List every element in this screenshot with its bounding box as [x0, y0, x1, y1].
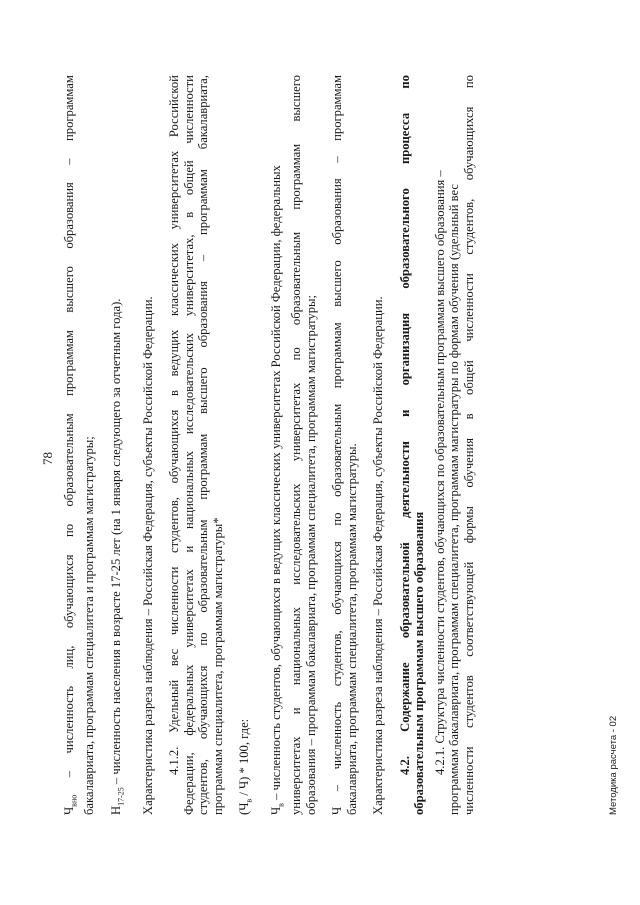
- word: образовательным: [289, 231, 304, 326]
- subscript: 17-25: [116, 787, 126, 806]
- word: в: [167, 390, 182, 397]
- document-body: [62, 75, 476, 815]
- word: обучающихся: [461, 106, 476, 181]
- word: Российской: [167, 75, 182, 138]
- word: по: [289, 347, 304, 361]
- word: и: [289, 707, 304, 715]
- spread-line: [289, 75, 304, 815]
- word: обучающихся: [167, 409, 182, 484]
- spread-line: [167, 75, 182, 815]
- word: исследовательских: [289, 483, 304, 585]
- paragraph-population: [109, 75, 129, 815]
- word: программам: [196, 169, 211, 235]
- paragraph-ch: [330, 75, 359, 815]
- word: по: [461, 75, 476, 89]
- word: Содержание: [397, 662, 412, 732]
- word: классических: [167, 243, 182, 316]
- subscript: в: [276, 803, 286, 807]
- text-line: программам бакалавриата, программам специалитета, программам магистратуры по формам обучения (удельный вес: [447, 184, 462, 815]
- word: высшего: [62, 266, 76, 313]
- text-line: программам специалитета, программам магистратуры*: [210, 517, 225, 815]
- word: лиц,: [62, 645, 76, 669]
- spread-line: [330, 75, 345, 815]
- word: ведущих: [167, 329, 182, 377]
- word: программам: [196, 433, 211, 500]
- word: университетах,: [181, 234, 196, 317]
- word: образования: [330, 178, 345, 245]
- word: –: [62, 158, 76, 165]
- word: студентов,: [167, 497, 182, 553]
- word: обучения: [461, 437, 476, 488]
- word: по: [397, 75, 412, 89]
- word: студентов,: [196, 759, 211, 815]
- word: –: [330, 784, 345, 792]
- word: федеральных: [181, 664, 196, 736]
- word: –: [62, 770, 76, 778]
- word: университетах: [289, 736, 304, 815]
- word: высшего: [196, 367, 211, 414]
- word: численности: [461, 746, 476, 815]
- spread-line: [182, 75, 197, 815]
- word: по: [196, 632, 211, 646]
- word: по: [62, 523, 76, 538]
- word: университетах: [167, 150, 182, 230]
- word: высшего: [330, 260, 345, 307]
- spread-line: [196, 75, 211, 815]
- paragraph-vno: [62, 75, 97, 815]
- formula-rest: / Ч) * 100, где:: [237, 718, 252, 799]
- text-line: бакалавриата, программам специалитета и программам магистратуры;: [82, 436, 97, 815]
- word: формы: [461, 506, 476, 544]
- word: программам: [330, 322, 345, 389]
- word: образовательным: [196, 519, 211, 613]
- symbol: Ч: [269, 806, 284, 815]
- word: соответствующей: [461, 561, 476, 657]
- word: 4.2.: [397, 756, 412, 775]
- word: численности: [181, 75, 196, 144]
- word: образовательного: [397, 188, 412, 289]
- word: студентов: [461, 675, 476, 728]
- paragraph-chv: [269, 75, 318, 815]
- page-number: 78: [40, 452, 55, 465]
- word: образовательным: [330, 403, 345, 497]
- text-line: 4.2.1. Структура численности студентов, обучающихся по образовательным программам высшего образования –: [432, 170, 447, 775]
- word: Ч: [330, 806, 345, 815]
- word: образовательной: [397, 542, 412, 639]
- word: –: [196, 254, 211, 262]
- word: программам: [62, 330, 76, 396]
- word: бакалавриата,: [196, 75, 211, 150]
- word: университетах: [289, 382, 304, 462]
- word: высшего: [289, 75, 304, 122]
- word: программам: [289, 143, 304, 210]
- word: вес: [167, 648, 182, 667]
- word: 4.1.2.: [167, 746, 182, 775]
- word: обучающихся: [196, 665, 211, 740]
- text: – численность населения в возрасте 17-25 лет (на 1 января следующего за отчетным года).: [108, 298, 123, 788]
- word: исследовательских: [181, 332, 196, 435]
- word: обучающихся: [330, 541, 345, 615]
- formula: [237, 75, 257, 815]
- word: процесса: [397, 112, 412, 165]
- word: деятельности: [397, 441, 412, 518]
- word: и: [397, 409, 412, 417]
- word: образования: [196, 281, 211, 348]
- spread-line: [398, 75, 413, 815]
- section-heading-4-2: [398, 75, 427, 815]
- word: Федерации,: [181, 752, 196, 815]
- word: Удельный: [167, 679, 182, 733]
- symbol: Ч: [62, 806, 76, 815]
- text: – численность студентов, обучающихся в ведущих классических университетах Российской Федерации, федеральных: [269, 165, 284, 804]
- text-line: [269, 75, 289, 815]
- spread-line: [62, 75, 82, 815]
- word: национальных: [181, 450, 196, 529]
- paragraph-breakdown-1: Характеристика разреза наблюдения – Российская Федерация, субъекты Российской Федерации.: [140, 296, 155, 815]
- paragraph-4-2-1: [433, 75, 477, 815]
- subscript: вно: [69, 794, 79, 807]
- word: организация: [397, 312, 412, 386]
- symbol-group: [62, 795, 82, 815]
- word: национальных: [289, 607, 304, 686]
- word: численность: [330, 701, 345, 770]
- text-line: образовательным программам высшего образования: [412, 511, 427, 815]
- word: образовательным: [62, 413, 76, 507]
- word: и: [181, 545, 196, 553]
- formula-sub: в: [244, 798, 254, 803]
- word: –: [330, 156, 345, 163]
- formula-open: (Ч: [237, 802, 252, 815]
- spread-line: [462, 75, 477, 815]
- word: университетах: [181, 569, 196, 648]
- text-line: образования – программам бакалавриата, программам специалитета, программам магистратуры;: [303, 295, 318, 815]
- word: программам: [330, 75, 345, 141]
- symbol: Н: [108, 805, 123, 815]
- word: студентов,: [461, 198, 476, 255]
- footer-note: Методика расчета - 02: [608, 715, 619, 815]
- word: общей: [181, 160, 196, 196]
- word: образования: [62, 182, 76, 249]
- word: численности: [167, 566, 182, 636]
- text-line: бакалавриата, программам специалитета, программам магистратуры.: [344, 443, 359, 815]
- word: в: [181, 211, 196, 218]
- word: численность: [62, 686, 76, 754]
- word: общей: [461, 360, 476, 395]
- paragraph-4-1-2: [167, 75, 225, 815]
- word: обучающихся: [62, 554, 76, 629]
- word: программам: [62, 75, 76, 141]
- paragraph-breakdown-2: Характеристика разреза наблюдения – Российская Федерация, субъекты Российской Федерации.: [371, 296, 386, 815]
- word: в: [461, 413, 476, 420]
- word: студентов,: [330, 630, 345, 687]
- word: численности: [461, 273, 476, 342]
- word: по: [330, 512, 345, 526]
